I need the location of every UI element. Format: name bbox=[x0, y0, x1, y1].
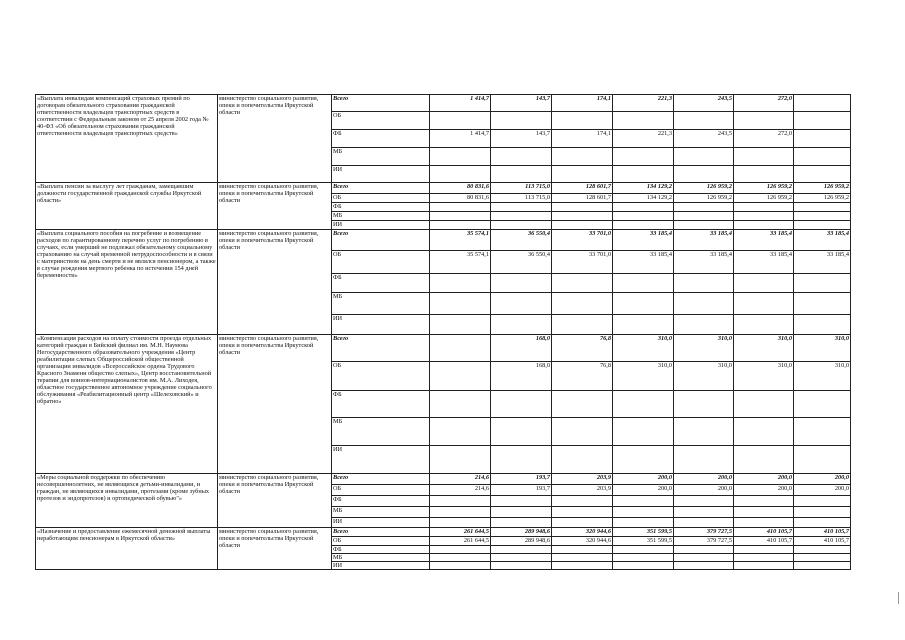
amount-cell: 174,1 bbox=[552, 130, 613, 148]
amount-cell bbox=[734, 554, 794, 562]
amount-cell bbox=[491, 507, 552, 518]
amount-cell: 200,0 bbox=[674, 485, 734, 496]
amount-cell bbox=[613, 148, 674, 166]
amount-cell bbox=[552, 546, 613, 554]
funding-source-label: ФБ bbox=[332, 203, 430, 212]
amount-cell: 126 959,2 bbox=[794, 183, 851, 194]
scan-edge-mark bbox=[898, 592, 899, 604]
amount-cell bbox=[552, 203, 613, 212]
amount-cell bbox=[734, 546, 794, 554]
amount-cell bbox=[491, 391, 552, 418]
amount-cell bbox=[491, 293, 552, 315]
funding-source-label: Всего bbox=[332, 183, 430, 194]
funding-source-label: ИИ bbox=[332, 166, 430, 183]
amount-cell bbox=[734, 203, 794, 212]
amount-cell: 410 105,7 bbox=[794, 528, 851, 537]
amount-cell bbox=[674, 166, 734, 183]
amount-cell: 33 185,4 bbox=[734, 230, 794, 251]
amount-cell: 35 574,1 bbox=[430, 251, 491, 274]
amount-cell bbox=[430, 391, 491, 418]
amount-cell: 33 185,4 bbox=[613, 230, 674, 251]
amount-cell bbox=[491, 112, 552, 130]
amount-cell bbox=[794, 203, 851, 212]
amount-cell: 200,0 bbox=[674, 474, 734, 485]
funding-source-label: ФБ bbox=[332, 496, 430, 507]
amount-cell bbox=[491, 546, 552, 554]
amount-cell bbox=[674, 446, 734, 474]
measure-total-row bbox=[36, 528, 851, 537]
amount-cell: 193,7 bbox=[491, 474, 552, 485]
amount-cell: 35 574,1 bbox=[430, 230, 491, 251]
amount-cell: 379 727,5 bbox=[674, 537, 734, 546]
amount-cell bbox=[552, 112, 613, 130]
measure-description: «Компенсация расходов на оплату стоимости проезда отдельных категорий граждан в Бийский филиал им. М.Н. Наумова Негосударственного образовательного учреждения «Центр реабилитации слепых Общероссийской общественной организации инвалидов «Всероссийское ордена Трудового Красного Знамени общество слепых», Центр восстановительной терапии для воинов-интернационалистов им. М.А. Лиходея, областное государственное автономное учреждение социального обслуживания «Реабилитационный центр «Шелеховский» и обратно» bbox=[36, 335, 218, 474]
amount-cell bbox=[674, 212, 734, 221]
amount-cell bbox=[430, 166, 491, 183]
amount-cell: 126 959,2 bbox=[674, 183, 734, 194]
amount-cell: 214,6 bbox=[430, 474, 491, 485]
amount-cell bbox=[552, 554, 613, 562]
amount-cell: 410 105,7 bbox=[794, 537, 851, 546]
amount-cell: 221,3 bbox=[613, 130, 674, 148]
funding-source-label: ОБ bbox=[332, 194, 430, 203]
amount-cell bbox=[613, 212, 674, 221]
amount-cell bbox=[430, 446, 491, 474]
amount-cell bbox=[674, 148, 734, 166]
funding-source-label: ИИ bbox=[332, 518, 430, 528]
measure-description: «Назначение и предоставление ежемесячной денежной выплаты неработающим пенсионерам в Иркутской области» bbox=[36, 528, 218, 570]
amount-cell bbox=[430, 518, 491, 528]
amount-cell bbox=[552, 518, 613, 528]
amount-cell: 33 185,4 bbox=[674, 251, 734, 274]
amount-cell: 351 599,5 bbox=[613, 537, 674, 546]
amount-cell bbox=[794, 315, 851, 335]
funding-source-label: МБ bbox=[332, 554, 430, 562]
amount-cell: 168,0 bbox=[491, 335, 552, 362]
amount-cell: 200,0 bbox=[794, 485, 851, 496]
amount-cell bbox=[552, 315, 613, 335]
amount-cell: 200,0 bbox=[734, 485, 794, 496]
amount-cell bbox=[552, 166, 613, 183]
amount-cell bbox=[674, 562, 734, 570]
responsible-organization: министерство социального развития, опеки и попечительства Иркутской области bbox=[218, 335, 332, 474]
measure-total-row bbox=[36, 183, 851, 194]
measure-total-row bbox=[36, 335, 851, 362]
amount-cell bbox=[674, 203, 734, 212]
amount-cell: 168,0 bbox=[491, 362, 552, 391]
amount-cell bbox=[552, 212, 613, 221]
amount-cell: 1 414,7 bbox=[430, 130, 491, 148]
amount-cell bbox=[794, 518, 851, 528]
measure-total-row bbox=[36, 95, 851, 112]
amount-cell bbox=[430, 554, 491, 562]
amount-cell bbox=[794, 554, 851, 562]
amount-cell: 272,0 bbox=[734, 130, 794, 148]
amount-cell bbox=[552, 148, 613, 166]
amount-cell: 36 550,4 bbox=[491, 251, 552, 274]
amount-cell: 214,6 bbox=[430, 485, 491, 496]
amount-cell bbox=[794, 148, 851, 166]
funding-source-label: Всего bbox=[332, 230, 430, 251]
amount-cell bbox=[794, 496, 851, 507]
funding-source-label: ОБ bbox=[332, 251, 430, 274]
amount-cell bbox=[552, 507, 613, 518]
amount-cell bbox=[613, 112, 674, 130]
amount-cell: 143,7 bbox=[491, 95, 552, 112]
funding-source-label: МБ bbox=[332, 293, 430, 315]
amount-cell bbox=[430, 546, 491, 554]
funding-source-label: МБ bbox=[332, 212, 430, 221]
funding-source-label: ИИ bbox=[332, 562, 430, 570]
amount-cell bbox=[794, 293, 851, 315]
amount-cell bbox=[552, 293, 613, 315]
funding-source-label: ОБ bbox=[332, 485, 430, 496]
amount-cell bbox=[794, 221, 851, 230]
amount-cell bbox=[613, 546, 674, 554]
funding-source-label: ИИ bbox=[332, 221, 430, 230]
amount-cell: 410 105,7 bbox=[734, 528, 794, 537]
amount-cell: 351 599,5 bbox=[613, 528, 674, 537]
amount-cell bbox=[491, 148, 552, 166]
amount-cell bbox=[613, 496, 674, 507]
amount-cell bbox=[734, 166, 794, 183]
amount-cell bbox=[674, 496, 734, 507]
amount-cell: 113 715,0 bbox=[491, 183, 552, 194]
amount-cell bbox=[613, 391, 674, 418]
amount-cell: 243,5 bbox=[674, 95, 734, 112]
amount-cell: 310,0 bbox=[674, 362, 734, 391]
amount-cell: 126 959,2 bbox=[734, 183, 794, 194]
amount-cell bbox=[491, 166, 552, 183]
amount-cell bbox=[794, 274, 851, 293]
amount-cell: 128 601,7 bbox=[552, 183, 613, 194]
amount-cell bbox=[552, 562, 613, 570]
amount-cell: 76,8 bbox=[552, 335, 613, 362]
amount-cell bbox=[674, 112, 734, 130]
amount-cell bbox=[674, 546, 734, 554]
amount-cell bbox=[674, 274, 734, 293]
amount-cell bbox=[734, 446, 794, 474]
amount-cell bbox=[674, 221, 734, 230]
amount-cell bbox=[430, 221, 491, 230]
measure-total-row bbox=[36, 474, 851, 485]
amount-cell bbox=[430, 562, 491, 570]
amount-cell bbox=[613, 293, 674, 315]
amount-cell: 1 414,7 bbox=[430, 95, 491, 112]
amount-cell bbox=[734, 148, 794, 166]
amount-cell bbox=[734, 418, 794, 446]
amount-cell bbox=[491, 518, 552, 528]
amount-cell: 33 185,4 bbox=[613, 251, 674, 274]
funding-source-label: Всего bbox=[332, 335, 430, 362]
responsible-organization: министерство социального развития, опеки и попечительства Иркутской области bbox=[218, 528, 332, 570]
amount-cell: 80 831,6 bbox=[430, 194, 491, 203]
amount-cell bbox=[794, 418, 851, 446]
amount-cell bbox=[674, 418, 734, 446]
amount-cell bbox=[430, 496, 491, 507]
amount-cell: 143,7 bbox=[491, 130, 552, 148]
amount-cell: 126 959,2 bbox=[794, 194, 851, 203]
funding-source-label: ОБ bbox=[332, 112, 430, 130]
amount-cell: 200,0 bbox=[734, 474, 794, 485]
responsible-organization: министерство социального развития, опеки и попечительства Иркутской области bbox=[218, 95, 332, 183]
amount-cell: 310,0 bbox=[794, 335, 851, 362]
amount-cell bbox=[491, 221, 552, 230]
amount-cell bbox=[491, 496, 552, 507]
amount-cell: 113 715,0 bbox=[491, 194, 552, 203]
amount-cell bbox=[674, 507, 734, 518]
funding-source-label: Всего bbox=[332, 95, 430, 112]
amount-cell: 261 644,5 bbox=[430, 528, 491, 537]
amount-cell: 203,9 bbox=[552, 474, 613, 485]
amount-cell: 310,0 bbox=[734, 362, 794, 391]
funding-source-label: Всего bbox=[332, 474, 430, 485]
amount-cell bbox=[491, 446, 552, 474]
funding-source-label: ФБ bbox=[332, 130, 430, 148]
amount-cell bbox=[613, 221, 674, 230]
funding-source-label: Всего bbox=[332, 528, 430, 537]
amount-cell bbox=[794, 546, 851, 554]
measure-description: «Выплата инвалидам компенсаций страховых премий по договорам обязательного страхования гражданской ответственности владельцев транспортных средств в соответствии с Федеральным законом от 25 апреля 2002 года № 40-ФЗ «Об обязательном страховании гражданской ответственности владельцев транспортных средств» bbox=[36, 95, 218, 183]
funding-source-label: МБ bbox=[332, 148, 430, 166]
funding-source-label: ИИ bbox=[332, 446, 430, 474]
amount-cell: 379 727,5 bbox=[674, 528, 734, 537]
amount-cell bbox=[794, 562, 851, 570]
amount-cell: 33 185,4 bbox=[674, 230, 734, 251]
amount-cell bbox=[734, 293, 794, 315]
amount-cell: 310,0 bbox=[794, 362, 851, 391]
measure-description: «Меры социальной поддержки по обеспечению несовершеннолетних, не являющихся детьми-инвалидами, и граждан, не являющихся инвалидами, протезами (кроме зубных протезов и эндопротезов) и ортопедической обувью"» bbox=[36, 474, 218, 528]
amount-cell bbox=[552, 446, 613, 474]
amount-cell bbox=[734, 507, 794, 518]
amount-cell: 126 959,2 bbox=[734, 194, 794, 203]
amount-cell: 310,0 bbox=[734, 335, 794, 362]
amount-cell bbox=[491, 212, 552, 221]
amount-cell bbox=[430, 507, 491, 518]
amount-cell bbox=[674, 554, 734, 562]
amount-cell bbox=[552, 418, 613, 446]
amount-cell bbox=[613, 446, 674, 474]
amount-cell: 310,0 bbox=[613, 362, 674, 391]
funding-source-label: ОБ bbox=[332, 362, 430, 391]
responsible-organization: министерство социального развития, опеки и попечительства Иркутской области bbox=[218, 474, 332, 528]
measure-description: «Выплата социального пособия на погребение и возмещение расходов по гарантированному перечню услуг по погребению в случаях, если умерший не подлежал обязательному социальному страхованию на случай временной нетрудоспособности и в связи с материнством на день смерти и не являлся пенсионером, а также в случае рождения мертвого ребенка по истечении 154 дней беременности» bbox=[36, 230, 218, 335]
amount-cell bbox=[794, 212, 851, 221]
amount-cell: 261 644,5 bbox=[430, 537, 491, 546]
responsible-organization: министерство социального развития, опеки и попечительства Иркутской области bbox=[218, 183, 332, 230]
amount-cell bbox=[430, 274, 491, 293]
amount-cell bbox=[734, 391, 794, 418]
amount-cell bbox=[734, 221, 794, 230]
amount-cell bbox=[613, 203, 674, 212]
amount-cell bbox=[734, 315, 794, 335]
amount-cell: 134 129,2 bbox=[613, 183, 674, 194]
funding-source-label: МБ bbox=[332, 418, 430, 446]
amount-cell bbox=[430, 293, 491, 315]
amount-cell bbox=[552, 496, 613, 507]
amount-cell bbox=[430, 418, 491, 446]
amount-cell: 80 831,6 bbox=[430, 183, 491, 194]
amount-cell: 33 185,4 bbox=[794, 251, 851, 274]
responsible-organization: министерство социального развития, опеки и попечительства Иркутской области bbox=[218, 230, 332, 335]
amount-cell: 36 550,4 bbox=[491, 230, 552, 251]
amount-cell: 310,0 bbox=[613, 335, 674, 362]
amount-cell bbox=[552, 274, 613, 293]
amount-cell bbox=[613, 315, 674, 335]
amount-cell bbox=[430, 212, 491, 221]
amount-cell bbox=[794, 391, 851, 418]
amount-cell: 128 601,7 bbox=[552, 194, 613, 203]
amount-cell bbox=[430, 148, 491, 166]
amount-cell bbox=[430, 315, 491, 335]
amount-cell bbox=[674, 518, 734, 528]
amount-cell: 200,0 bbox=[613, 474, 674, 485]
amount-cell bbox=[613, 518, 674, 528]
amount-cell bbox=[613, 274, 674, 293]
amount-cell: 320 944,6 bbox=[552, 537, 613, 546]
amount-cell: 33 185,4 bbox=[734, 251, 794, 274]
amount-cell: 193,7 bbox=[491, 485, 552, 496]
amount-cell: 272,0 bbox=[734, 95, 794, 112]
amount-cell: 126 959,2 bbox=[674, 194, 734, 203]
amount-cell: 320 944,6 bbox=[552, 528, 613, 537]
amount-cell bbox=[430, 112, 491, 130]
funding-source-label: ИИ bbox=[332, 315, 430, 335]
amount-cell: 289 948,6 bbox=[491, 537, 552, 546]
amount-cell: 221,3 bbox=[613, 95, 674, 112]
amount-cell bbox=[491, 554, 552, 562]
amount-cell bbox=[734, 274, 794, 293]
amount-cell bbox=[674, 293, 734, 315]
amount-cell bbox=[794, 112, 851, 130]
amount-cell bbox=[613, 507, 674, 518]
amount-cell bbox=[613, 418, 674, 446]
amount-cell bbox=[734, 562, 794, 570]
amount-cell bbox=[613, 554, 674, 562]
amount-cell bbox=[674, 315, 734, 335]
amount-cell bbox=[794, 446, 851, 474]
amount-cell bbox=[491, 562, 552, 570]
amount-cell bbox=[430, 335, 491, 362]
amount-cell: 410 105,7 bbox=[734, 537, 794, 546]
amount-cell: 310,0 bbox=[674, 335, 734, 362]
amount-cell: 243,5 bbox=[674, 130, 734, 148]
amount-cell bbox=[794, 166, 851, 183]
amount-cell bbox=[491, 203, 552, 212]
amount-cell bbox=[491, 418, 552, 446]
funding-source-label: ФБ bbox=[332, 546, 430, 554]
budget-table bbox=[35, 94, 851, 570]
amount-cell: 174,1 bbox=[552, 95, 613, 112]
funding-source-label: ФБ bbox=[332, 274, 430, 293]
amount-cell bbox=[734, 112, 794, 130]
amount-cell: 134 129,2 bbox=[613, 194, 674, 203]
amount-cell bbox=[491, 315, 552, 335]
amount-cell bbox=[674, 391, 734, 418]
amount-cell: 203,9 bbox=[552, 485, 613, 496]
measure-description: «Выплата пенсии за выслугу лет гражданам, замещавшим должности государственной гражданской службы Иркутской области» bbox=[36, 183, 218, 230]
funding-source-label: ОБ bbox=[332, 537, 430, 546]
amount-cell bbox=[552, 221, 613, 230]
amount-cell bbox=[430, 203, 491, 212]
amount-cell: 33 701,0 bbox=[552, 230, 613, 251]
amount-cell: 33 701,0 bbox=[552, 251, 613, 274]
amount-cell: 33 185,4 bbox=[794, 230, 851, 251]
amount-cell bbox=[613, 166, 674, 183]
amount-cell bbox=[794, 507, 851, 518]
amount-cell bbox=[794, 95, 851, 112]
amount-cell bbox=[734, 518, 794, 528]
funding-source-label: МБ bbox=[332, 507, 430, 518]
funding-source-label: ФБ bbox=[332, 391, 430, 418]
amount-cell bbox=[794, 130, 851, 148]
measure-total-row bbox=[36, 230, 851, 251]
amount-cell: 200,0 bbox=[794, 474, 851, 485]
amount-cell bbox=[430, 362, 491, 391]
amount-cell: 76,8 bbox=[552, 362, 613, 391]
amount-cell: 200,0 bbox=[613, 485, 674, 496]
amount-cell bbox=[552, 391, 613, 418]
amount-cell bbox=[491, 274, 552, 293]
amount-cell: 289 948,6 bbox=[491, 528, 552, 537]
amount-cell bbox=[734, 496, 794, 507]
amount-cell bbox=[613, 562, 674, 570]
amount-cell bbox=[734, 212, 794, 221]
